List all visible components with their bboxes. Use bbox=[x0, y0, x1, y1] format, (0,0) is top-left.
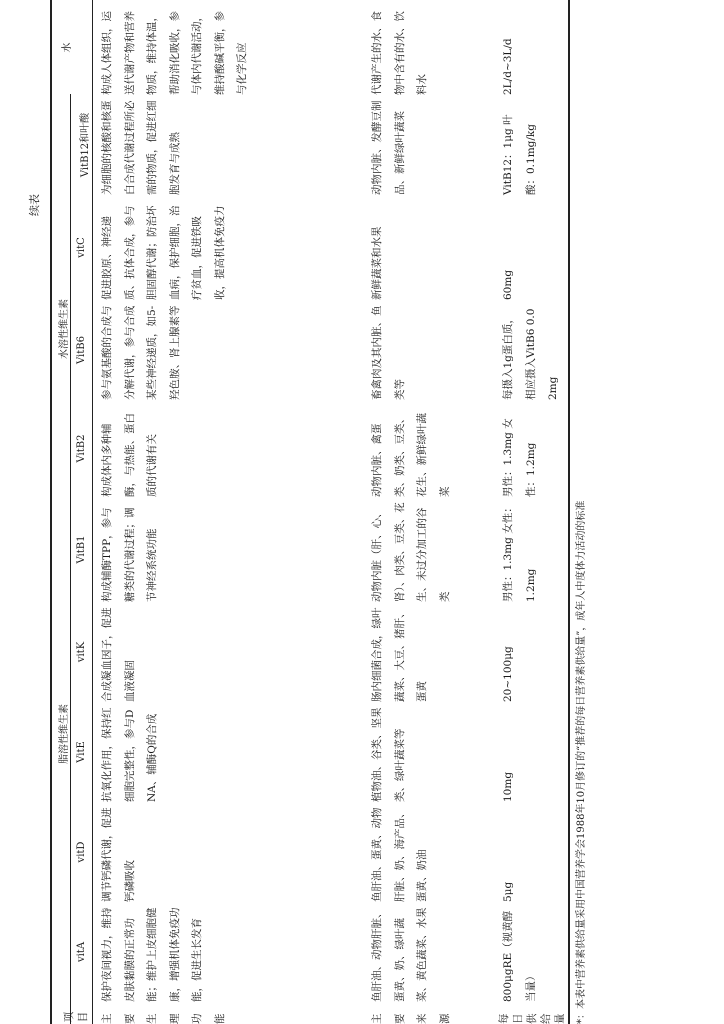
function-cell: 合成凝血因子，促进血液凝固 bbox=[101, 607, 136, 702]
intake-cell: 10mg bbox=[502, 771, 514, 802]
source-cell: 代谢产生的水、食物中含有的水、饮料水 bbox=[371, 11, 428, 95]
intake-cell: 5μg bbox=[502, 881, 514, 902]
source-cell: 动物内脏、发酵豆制品、新鲜绿叶蔬菜 bbox=[371, 100, 406, 195]
function-cell: 构成辅酶TPP，参与糖类的代谢过程；调节神经系统功能 bbox=[101, 507, 158, 602]
col-header: VitE bbox=[76, 741, 87, 763]
header-rule bbox=[92, 0, 93, 1024]
intake-cell: 800μgRE（视黄醇当量） bbox=[502, 910, 537, 1002]
function-cell: 抗氧化作用，保持红细胞完整性，参与DNA、辅酶Q的合成 bbox=[101, 707, 158, 802]
col-header: VitB12和叶酸 bbox=[80, 112, 91, 178]
source-cell: 植物油、谷类、坚果类、绿叶蔬菜等 bbox=[371, 707, 406, 802]
function-cell: 为细胞的核酸和核蛋白合成代谢过程所必需的物质，促进红细胞发育与成熟 bbox=[101, 100, 181, 195]
col-header: VitB2 bbox=[76, 434, 87, 463]
source-cell: 动物内脏（肝、心、肾）、肉类、豆类、花生、未过分加工的谷类 bbox=[371, 502, 451, 602]
function-cell: 促进胶原、神经递质、抗体合成，参与胆固醇代谢；防治坏血病，保护细胞，治疗贫血，促进铁吸收，提高机体免疫力 bbox=[101, 205, 226, 300]
intake-cell: VitB12：1μg 叶酸：0.1mg/kg bbox=[502, 114, 537, 195]
intake-cell: 20~100μg bbox=[502, 646, 514, 702]
source-cell: 肠内细菌合成，绿叶蔬菜、大豆、猪肝、蛋黄 bbox=[371, 607, 428, 702]
col-header: vitK bbox=[76, 641, 87, 663]
source-cell: 动物内脏、禽蛋类、奶类、豆类、花生、新鲜绿叶蔬菜 bbox=[371, 413, 451, 497]
corner-label: 项目 bbox=[63, 1011, 89, 1023]
intake-cell: 男性：1.3mg 女性：1.2mg bbox=[502, 502, 537, 602]
bottom-rule bbox=[568, 0, 570, 1024]
group-rule bbox=[70, 94, 71, 1024]
source-cell: 鱼肝油、动物肝脏、蛋黄、奶、绿叶蔬菜、黄色蔬菜、水果 bbox=[371, 907, 428, 1002]
function-cell: 参与氨基酸的合成与分解代谢，参与合成某些神经递质，如5-羟色胺、肾上腺素等 bbox=[101, 305, 181, 400]
intake-cell: 60mg bbox=[502, 269, 514, 300]
col-header: vitD bbox=[76, 841, 87, 863]
function-cell: 构成人体组织，运送代谢产物和营养物质，维持体温，帮助消化吸收，参与体内代谢活动，维持酸碱平衡，参与化学反应 bbox=[101, 11, 248, 95]
source-cell: 鱼肝油、蛋黄、动物肝脏、奶、海产品、蛋黄、奶油 bbox=[371, 807, 428, 902]
footnote: *：本表中营养素供给量采用中国营养学会1988年10月修订的“推荐的每日营养素供给量”，成年人中度体力活动的标准 bbox=[576, 500, 587, 1024]
function-cell: 保护夜间视力，维持皮肤黏膜的正常功能；维护上皮细胞健康，增强机体免疫功能，促进生长发育 bbox=[101, 907, 203, 1002]
row-label-sources: 主要来源 bbox=[371, 1013, 451, 1024]
intake-cell: 男性：1.3mg 女性：1.2mg bbox=[502, 418, 537, 497]
function-cell: 构成体内多种辅酶，与热能、蛋白质的代谢有关 bbox=[101, 413, 158, 497]
function-cell: 调节钙磷代谢，促进钙磷吸收 bbox=[101, 807, 136, 902]
top-rule bbox=[50, 0, 52, 1024]
continued-label: 续表 bbox=[28, 194, 41, 216]
source-cell: 畜禽肉及其内脏、鱼类等 bbox=[371, 305, 406, 400]
water-soluble-group: 水溶性维生素 bbox=[59, 299, 70, 359]
col-header: VitB1 bbox=[76, 535, 87, 564]
source-cell: 新鲜蔬菜和水果 bbox=[371, 226, 383, 300]
col-header: vitA bbox=[76, 941, 87, 963]
col-header: VitB6 bbox=[76, 336, 87, 364]
intake-cell: 2L/d~3L/d bbox=[502, 38, 514, 95]
col-header: vitC bbox=[76, 237, 87, 258]
row-label-intake: 每日供给量 bbox=[498, 1013, 566, 1024]
intake-cell: 每摄入1g蛋白质，相应摄入VitB6 0.02mg bbox=[502, 308, 559, 400]
fat-soluble-group: 脂溶性维生素 bbox=[59, 704, 70, 764]
row-label-functions: 主要生理功能 bbox=[101, 1013, 226, 1024]
col-header: 水 bbox=[62, 42, 73, 53]
